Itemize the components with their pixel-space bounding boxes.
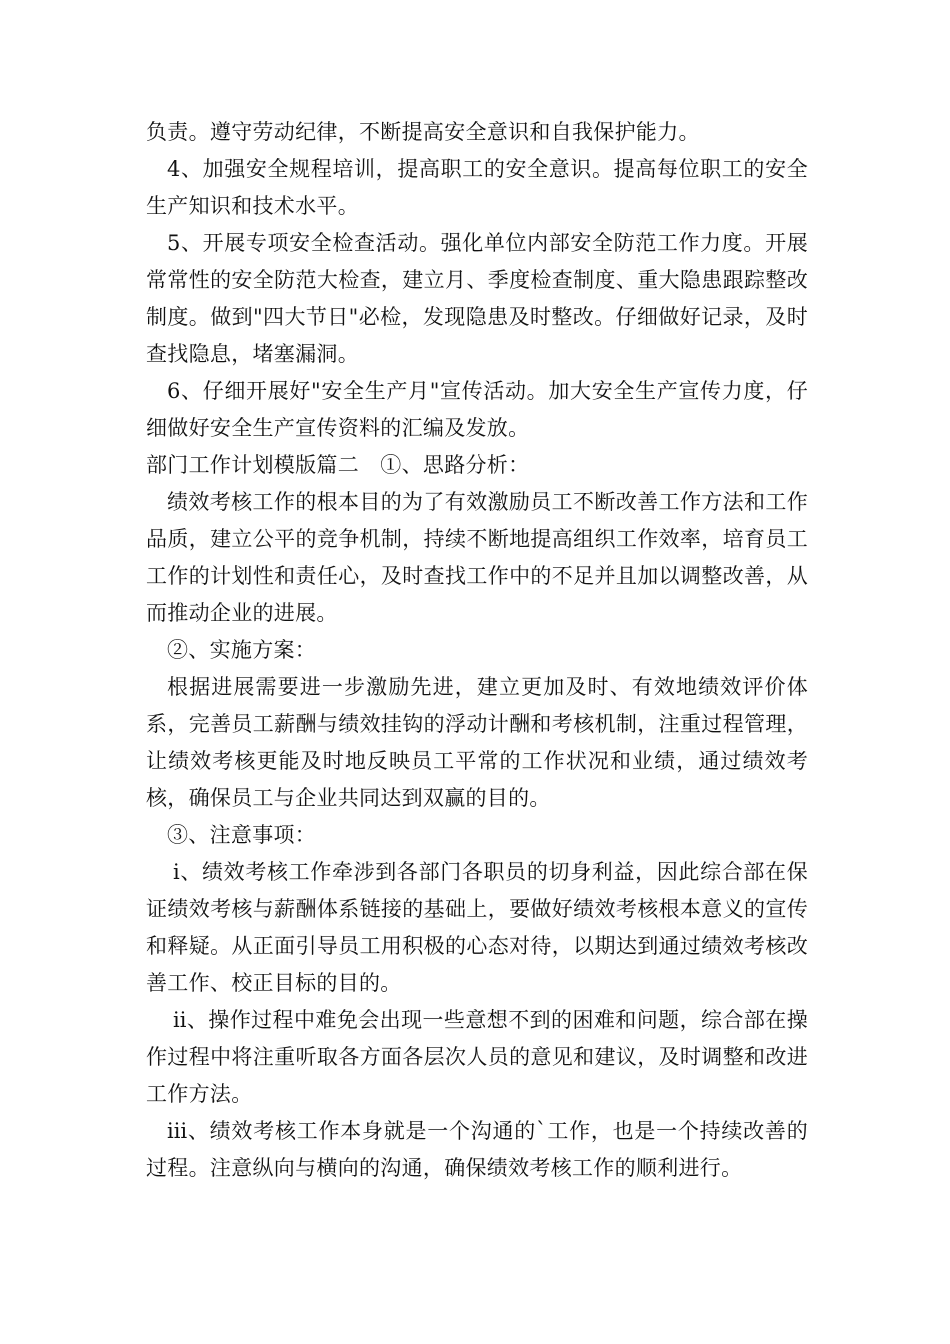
subheading-notes: ③、注意事项： (167, 823, 317, 847)
section-heading-part-two: 部门工作计划模版篇二 ①、思路分析： (146, 453, 530, 477)
paragraph-purpose: 绩效考核工作的根本目的为了有效激励员工不断改善工作方法和工作品质，建立公平的竞争机制，持续不断地提高组织工作效率，培育员工工作的计划性和责任心，及时查找工作中的不足并且加以调整改善，从而推动企业的进展。 (146, 490, 808, 625)
paragraph-responsibility: 负责。遵守劳动纪律，不断提高安全意识和自我保护能力。 (146, 120, 700, 144)
document-page (146, 114, 808, 1187)
paragraph-item-5: 5、开展专项安全检查活动。强化单位内部安全防范工作力度。开展常常性的安全防范大检查，建立月、季度检查制度、重大隐患跟踪整改制度。做到"四大节日"必检，发现隐患及时整改。仔细做好记录，及时查找隐息，堵塞漏洞。 (146, 231, 808, 366)
subheading-implementation: ②、实施方案： (167, 638, 317, 662)
paragraph-implementation: 根据进展需要进一步激励先进，建立更加及时、有效地绩效评价体系，完善员工薪酬与绩效挂钩的浮动计酬和考核机制，注重过程管理，让绩效考核更能及时地反映员工平常的工作状况和业绩，通过绩效考核，确保员工与企业共同达到双赢的目的。 (146, 675, 808, 810)
paragraph-note-ii: ⅱ、操作过程中难免会出现一些意想不到的困难和问题，综合部在操作过程中将注重听取各方面各层次人员的意见和建议，及时调整和改进工作方法。 (146, 1008, 808, 1106)
paragraph-note-i: ⅰ、绩效考核工作牵涉到各部门各职员的切身利益，因此综合部在保证绩效考核与薪酬体系链接的基础上，要做好绩效考核根本意义的宣传和释疑。从正面引导员工用积极的心态对待，以期达到通过绩效考核改善工作、校正目标的目的。 (146, 860, 808, 995)
paragraph-item-6: 6、仔细开展好"安全生产月"宣传活动。加大安全生产宣传力度，仔细做好安全生产宣传资料的汇编及发放。 (146, 379, 808, 440)
paragraph-note-iii: ⅲ、绩效考核工作本身就是一个沟通的`工作，也是一个持续改善的过程。注意纵向与横向的沟通，确保绩效考核工作的顺利进行。 (146, 1119, 808, 1180)
paragraph-item-4: 4、加强安全规程培训，提高职工的安全意识。提高每位职工的安全生产知识和技术水平。 (146, 157, 808, 218)
